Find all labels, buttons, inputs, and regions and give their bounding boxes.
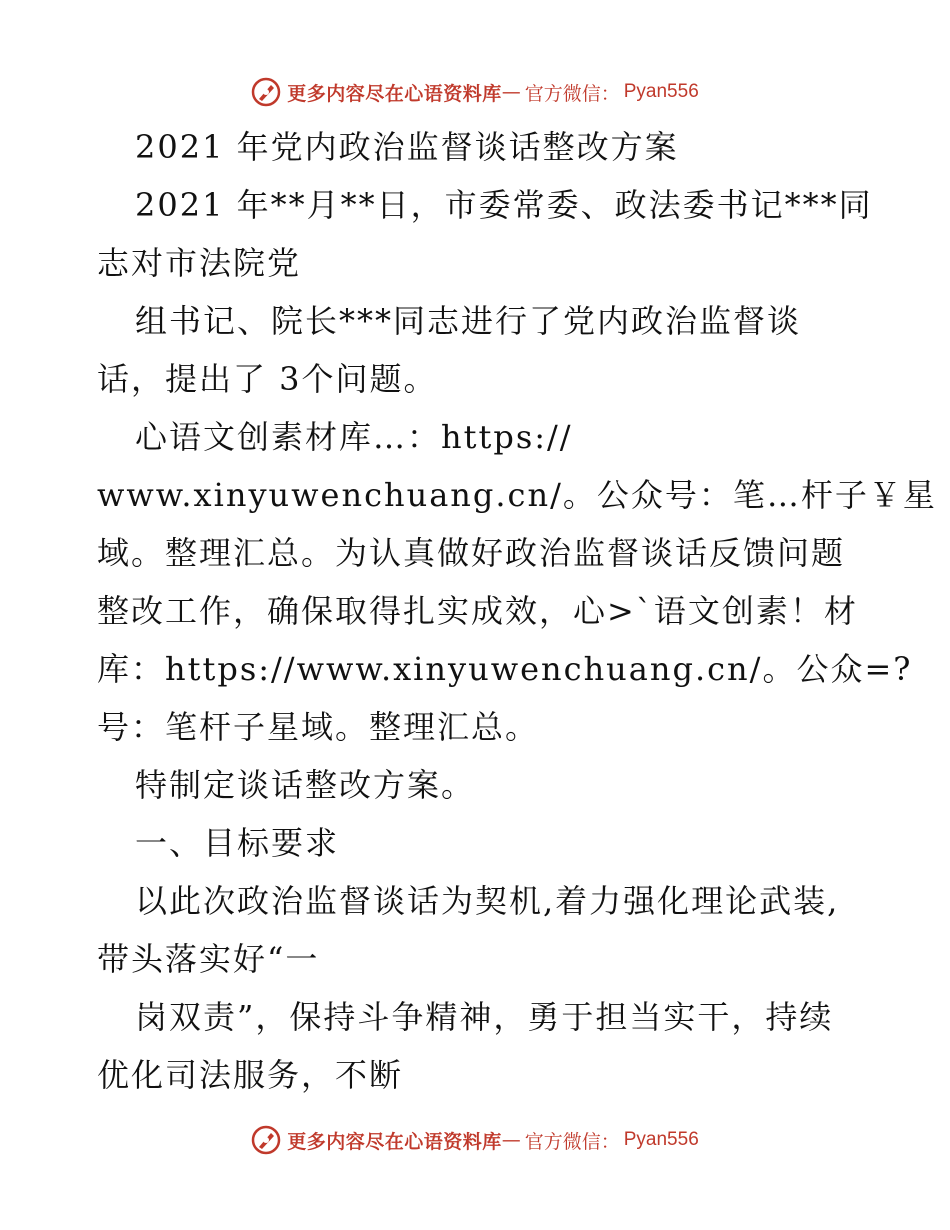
paragraph-line: 2021 年**月**日，市委常委、政法委书记***同 [135, 186, 873, 224]
quill-logo-icon [251, 1125, 281, 1155]
paragraph-line: 组书记、院长***同志进行了党内政治监督谈 [135, 302, 802, 340]
paragraph-line: 话，提出了 3个问题。 [97, 360, 438, 398]
paragraph-line: www.xinyuwenchuang.cn/。公众号：笔…杆子￥星 [97, 476, 937, 514]
banner-wechat-id: Pyan556 [623, 81, 699, 102]
banner-wechat-label: 官方微信： [524, 82, 620, 105]
banner-dash: — [501, 81, 521, 103]
paragraph-line: 带头落实好“一 [97, 940, 320, 978]
document-body [97, 118, 937, 1104]
paragraph-line: 心语文创素材库…：https:// [135, 418, 573, 456]
paragraph-line: 号：笔杆子星域。整理汇总。 [97, 708, 540, 746]
paragraph-line: 志对市法院党 [97, 244, 302, 282]
paragraph-line: 整改工作，确保取得扎实成效，心>`语文创素！材 [97, 592, 858, 630]
section-heading: 一、目标要求 [135, 824, 340, 862]
paragraph-line: 岗双责”，保持斗争精神，勇于担当实干，持续 [135, 998, 834, 1036]
paragraph-line: 特制定谈话整改方案。 [135, 766, 476, 804]
paragraph-line: 域。整理汇总。为认真做好政治监督谈话反馈问题 [97, 534, 846, 572]
banner-wechat-label: 官方微信： [524, 1130, 620, 1153]
banner-dash: — [501, 1129, 521, 1151]
document-title: 2021 年党内政治监督谈话整改方案 [135, 128, 679, 166]
banner-text: 更多内容尽在心语资料库 [287, 1130, 502, 1153]
paragraph-line: 以此次政治监督谈话为契机,着力强化理论武装, [135, 882, 840, 920]
footer-banner [0, 1120, 950, 1160]
header-banner [0, 72, 950, 112]
paragraph-line: 优化司法服务，不断 [97, 1056, 404, 1094]
banner-wechat-id: Pyan556 [623, 1129, 699, 1150]
quill-logo-icon [251, 77, 281, 107]
banner-text: 更多内容尽在心语资料库 [287, 82, 502, 105]
paragraph-line: 库：https://www.xinyuwenchuang.cn/。公众=? [97, 650, 913, 688]
